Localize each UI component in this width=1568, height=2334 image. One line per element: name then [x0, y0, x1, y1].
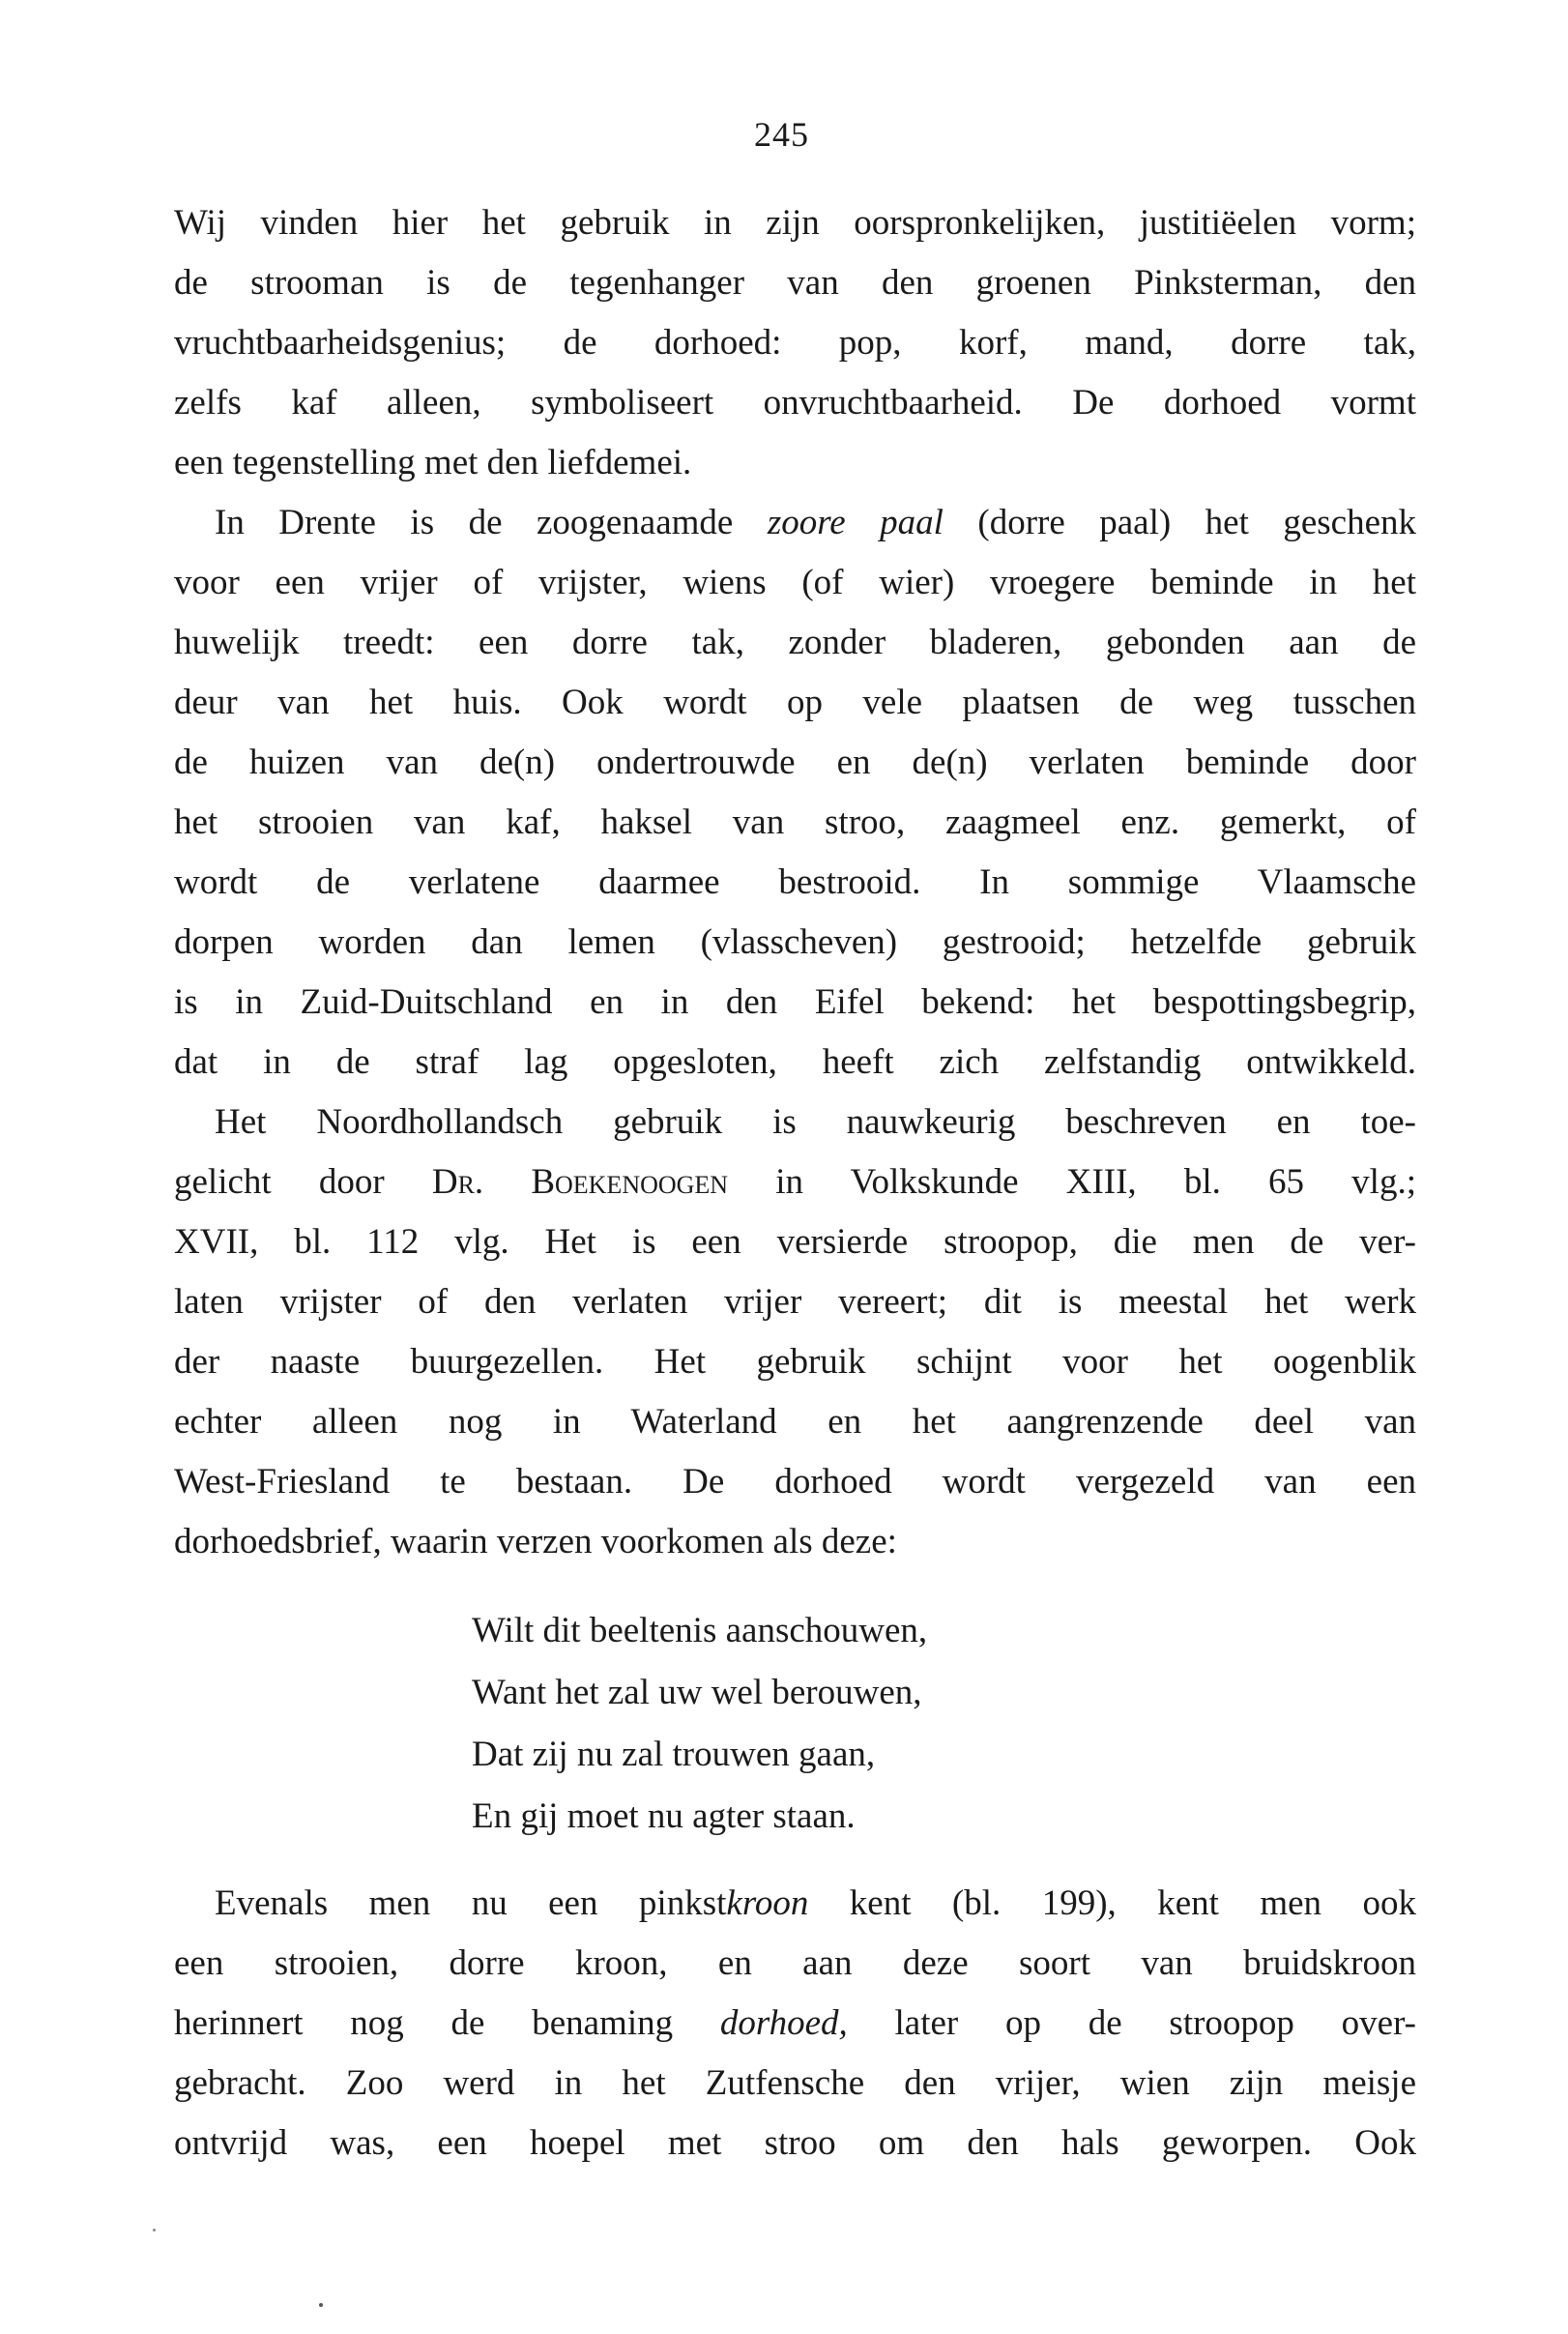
- text-line: gebracht. Zoo werd in het Zutfensche den vrijer, wien zijn meisje: [174, 2063, 1416, 2103]
- verse-line: Wilt dit beeltenis aanschouwen,: [472, 1611, 928, 1650]
- page-number: 245: [754, 115, 809, 154]
- text-line: der naaste buurgezellen. Het gebruik schijnt voor het oogenblik: [174, 1342, 1416, 1382]
- verse-line: Dat zij nu zal trouwen gaan,: [472, 1735, 876, 1774]
- paragraph-4: [174, 1874, 1416, 2174]
- text-line: dorhoedsbrief, waarin verzen voorkomen als deze:: [174, 1522, 897, 1561]
- text-line: het strooien van kaf, haksel van stroo, zaagmeel enz. gemerkt, of: [174, 802, 1416, 842]
- text-line: de huizen van de(n) ondertrouwde en de(n) verlaten beminde door: [174, 743, 1416, 782]
- text-line: echter alleen nog in Waterland en het aangrenzende deel van: [174, 1402, 1416, 1442]
- paragraph-3: [174, 1093, 1416, 1572]
- verse-quote: [472, 1600, 1148, 1848]
- verse-line: Want het zal uw wel berouwen,: [472, 1673, 922, 1712]
- text-line: vruchtbaarheidsgenius; de dorhoed: pop, korf, mand, dorre tak,: [174, 323, 1416, 363]
- text-line: Het Noordhollandsch gebruik is nauwkeurig beschreven en toe-: [215, 1102, 1416, 1142]
- print-speck: [153, 2229, 156, 2232]
- print-speck: [319, 2303, 323, 2307]
- text-fragment: kent (bl. 199), kent men ook: [808, 1883, 1416, 1923]
- paragraph-1: [174, 193, 1416, 493]
- text-line: [174, 493, 1416, 553]
- text-line: Wij vinden hier het gebruik in zijn oorspronkelijken, justitiëelen vorm;: [174, 203, 1416, 243]
- paragraph-2: [174, 493, 1416, 1093]
- text-line: dat in de straf lag opgesloten, heeft zich zelfstandig ontwikkeld.: [174, 1042, 1416, 1082]
- text-fragment: gelicht door: [174, 1162, 432, 1202]
- text-fragment: in Volkskunde XIII, bl. 65 vlg.;: [728, 1162, 1416, 1202]
- text-fragment: Evenals men nu een pinkst: [215, 1883, 727, 1923]
- text-fragment: later op de stroopop over-: [847, 2003, 1416, 2043]
- text-line: is in Zuid-Duitschland en in den Eifel bekend: het bespottingsbegrip,: [174, 982, 1416, 1022]
- text-line: [174, 1994, 1416, 2054]
- text-line: deur van het huis. Ook wordt op vele plaatsen de weg tusschen: [174, 683, 1416, 722]
- verse-line: En gij moet nu agter staan.: [472, 1796, 856, 1836]
- text-line: huwelijk treedt: een dorre tak, zonder bladeren, gebonden aan de: [174, 623, 1416, 662]
- text-line: [174, 1874, 1416, 1934]
- text-fragment: (dorre paal) het geschenk: [943, 503, 1417, 542]
- italic-term: zoore paal: [767, 503, 944, 542]
- text-line: West-Friesland te bestaan. De dorhoed wordt vergezeld van een: [174, 1462, 1416, 1502]
- text-line: de strooman is de tegenhanger van den groenen Pinksterman, den: [174, 263, 1416, 303]
- text-line: XVII, bl. 112 vlg. Het is een versierde stroopop, die men de ver-: [174, 1222, 1416, 1262]
- text-fragment: In Drente is de zoogenaamde: [215, 503, 768, 542]
- text-line: een tegenstelling met den liefdemei.: [174, 443, 692, 482]
- text-line: [174, 1152, 1416, 1212]
- text-fragment: herinnert nog de benaming: [174, 2003, 720, 2043]
- text-line: voor een vrijer of vrijster, wiens (of wier) vroegere beminde in het: [174, 563, 1416, 602]
- author-name: Dr. Boekenoogen: [431, 1162, 729, 1202]
- italic-term: kroon: [726, 1883, 809, 1923]
- italic-term: dorhoed,: [719, 2003, 848, 2043]
- text-line: een strooien, dorre kroon, en aan deze soort van bruidskroon: [174, 1943, 1416, 1983]
- text-line: dorpen worden dan lemen (vlasscheven) gestrooid; hetzelfde gebruik: [174, 922, 1416, 962]
- text-line: zelfs kaf alleen, symboliseert onvruchtbaarheid. De dorhoed vormt: [174, 383, 1416, 423]
- text-line: ontvrijd was, een hoepel met stroo om den hals geworpen. Ook: [174, 2123, 1416, 2163]
- text-line: laten vrijster of den verlaten vrijer vereert; dit is meestal het werk: [174, 1282, 1416, 1322]
- text-line: wordt de verlatene daarmee bestrooid. In sommige Vlaamsche: [174, 862, 1416, 902]
